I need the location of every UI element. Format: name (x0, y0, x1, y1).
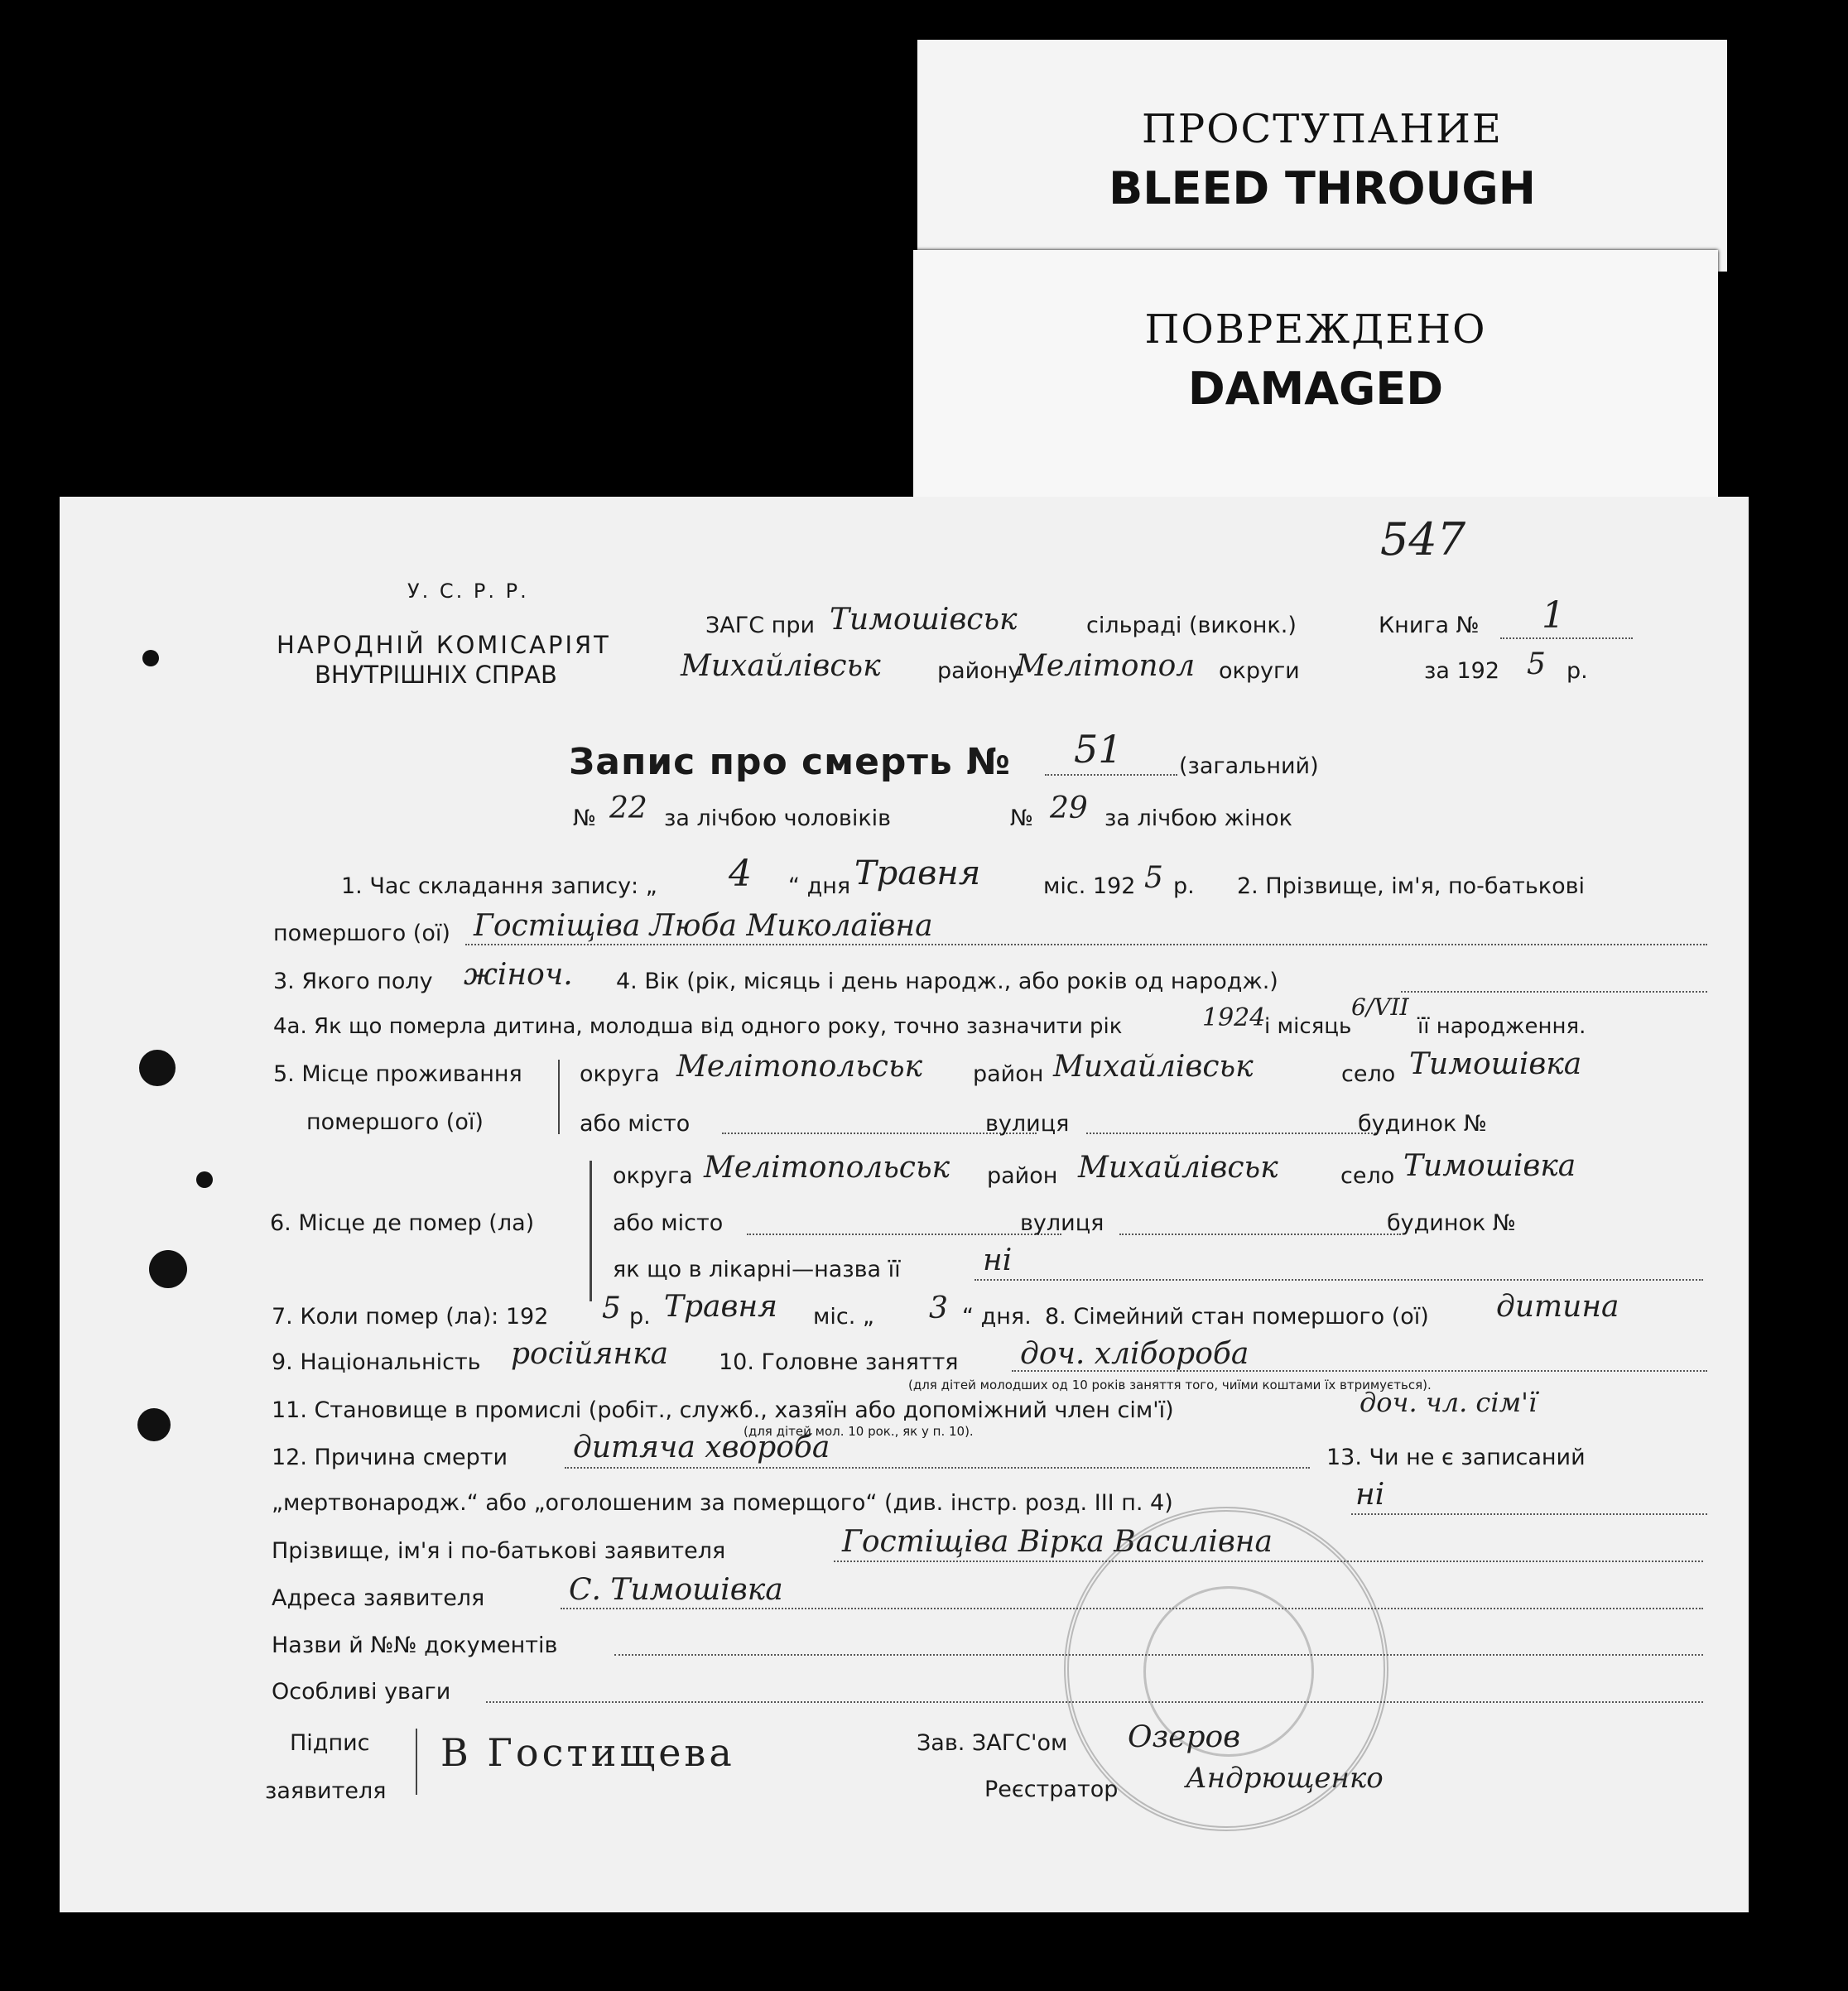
office-stamp (1064, 1507, 1388, 1831)
zags-place: Тимошівськ (830, 603, 1018, 637)
field-4a-suffix: її народження. (1417, 1014, 1586, 1039)
field-4a-month-label: і місяць (1264, 1014, 1352, 1039)
field-2-label-2: помершого (ої) (273, 921, 450, 946)
field-10-label: 10. Головне заняття (719, 1349, 959, 1375)
men-label: за лічбою чоловіків (664, 806, 892, 831)
documents-label: Назви й №№ документів (272, 1633, 558, 1658)
field-13-label-2: „мертвонародж.“ або „оголошеним за померщого“ (див. інстр. розд. III п. 4) (272, 1490, 1173, 1516)
field-6-raion-value: Михайлівськ (1078, 1151, 1278, 1185)
zags-head-signature: Озеров (1128, 1720, 1241, 1754)
field-4-label: 4. Вік (рік, місяць і день народж., або років од народж.) (616, 969, 1278, 994)
field-6-city-label: або місто (613, 1210, 724, 1236)
field-6-raion-label: район (987, 1163, 1058, 1189)
commissariat-line-1: НАРОДНІЙ КОМІСАРІЯТ (277, 631, 611, 659)
field-6-hospital-value: ні (983, 1243, 1013, 1277)
field-11-label: 11. Становище в промислі (робіт., служб., хазяїн або допоміжний член сім'ї) (272, 1397, 1174, 1423)
field-1-year-suffix: р. (1173, 873, 1195, 899)
address-value: С. Тимошівка (569, 1573, 783, 1607)
field-2-value: Гостіщіва Люба Миколаївна (474, 909, 933, 943)
punch-hole (149, 1250, 187, 1288)
year-suffix: р. (1566, 658, 1588, 684)
zags-head-label: Зав. ЗАГС'ом (917, 1730, 1068, 1756)
field-10-value: доч. хлібороба (1020, 1337, 1249, 1371)
field-7-day: 3 (929, 1291, 948, 1325)
record-general-label: (загальний) (1179, 753, 1319, 779)
field-5-okruha-label: округа (580, 1061, 660, 1087)
registrar-signature: Андрющенко (1186, 1762, 1384, 1795)
raion-value: Михайлівськ (681, 649, 881, 683)
field-5-street-label: вулиця (985, 1111, 1070, 1137)
address-label: Адреса заявителя (272, 1585, 485, 1611)
damaged-card (913, 250, 1718, 498)
field-12-label: 12. Причина смерти (272, 1445, 508, 1470)
field-13-label: 13. Чи не є записаний (1326, 1445, 1586, 1470)
registrar-label: Реєстратор (984, 1777, 1119, 1802)
field-5-house-label: будинок № (1358, 1111, 1487, 1137)
field-13-value: ні (1355, 1478, 1385, 1512)
field-7-day-suffix: “ дня. (962, 1304, 1032, 1330)
women-no-sign: № (1010, 806, 1034, 831)
field-6-hospital-label: як що в лікарні—назва її (613, 1257, 901, 1282)
okruha-value: Мелітопол (1016, 649, 1196, 683)
bleed-through-label-en: BLEED THROUGH (1109, 162, 1536, 214)
field-5-selo-label: село (1341, 1061, 1396, 1087)
field-6-selo-value: Тимошівка (1403, 1149, 1576, 1183)
field-10-note: (для дітей молодших од 10 років заняття того, чиїми коштами їх втримується). (908, 1378, 1432, 1392)
men-number: 22 (609, 791, 647, 825)
field-1-day: 4 (729, 853, 752, 895)
field-2-label: 2. Прізвище, ім'я, по-батькові (1237, 873, 1586, 899)
field-5-raion-value: Михайлівськ (1053, 1050, 1254, 1084)
field-12-value: дитяча хвороба (573, 1431, 830, 1464)
field-9-value: російянка (511, 1337, 669, 1371)
field-6-label: 6. Місце де помер (ла) (270, 1210, 535, 1236)
field-8-label: 8. Сімейний стан помершого (ої) (1045, 1304, 1429, 1330)
field-6-okruha-value: Мелітопольськ (704, 1151, 950, 1185)
men-no-sign: № (573, 806, 597, 831)
field-3-value: жіноч. (464, 958, 573, 992)
signature-label-1: Підпис (290, 1730, 370, 1756)
women-number: 29 (1050, 791, 1088, 825)
field-6-house-label: будинок № (1387, 1210, 1516, 1236)
zags-council-label: сільраді (виконк.) (1086, 613, 1297, 638)
field-7-mis-label: міс. „ (813, 1304, 874, 1330)
ussr-label: У. С. Р. Р. (407, 580, 529, 603)
field-6-street-label: вулиця (1020, 1210, 1104, 1236)
notes-label: Особливі уваги (272, 1679, 451, 1705)
bleed-through-label-ru: ПРОСТУПАНИЕ (1142, 106, 1503, 152)
field-5-raion-label: район (973, 1061, 1044, 1087)
field-3-label: 3. Якого полу (273, 969, 433, 994)
declarant-signature: В Гостищева (440, 1730, 735, 1775)
record-title: Запис про смерть № (569, 741, 1011, 783)
field-4a-label: 4а. Як що померла дитина, молодша від одного року, точно зазначити рік (273, 1014, 1123, 1039)
field-7-r: р. (629, 1304, 651, 1330)
field-7-month: Травня (664, 1290, 778, 1324)
zags-label: ЗАГС при (705, 613, 816, 638)
field-6-okruha-label: округа (613, 1163, 693, 1189)
year-value: 5 (1527, 647, 1546, 681)
field-6-selo-label: село (1340, 1163, 1395, 1189)
field-5-selo-value: Тимошівка (1409, 1047, 1582, 1081)
punch-hole (139, 1050, 176, 1086)
field-7-label: 7. Коли помер (ла): 192 (272, 1304, 549, 1330)
field-11-value: доч. чл. сім'ї (1360, 1387, 1538, 1418)
damaged-label-ru: ПОВРЕЖДЕНО (1144, 306, 1487, 353)
record-number: 51 (1074, 727, 1123, 772)
declarant-value: Гостіщіва Вірка Василівна (842, 1525, 1273, 1559)
year-label: за 192 (1424, 658, 1500, 684)
field-4a-year: 1924 (1202, 1003, 1266, 1032)
field-1-year-label: міс. 192 (1043, 873, 1136, 899)
field-8-value: дитина (1496, 1290, 1619, 1324)
field-5-label-1: 5. Місце проживання (273, 1061, 522, 1087)
field-1-day-suffix: “ дня (788, 873, 851, 899)
book-value: 1 (1542, 594, 1565, 637)
field-7-year: 5 (602, 1291, 621, 1325)
raion-label: району (937, 658, 1022, 684)
archive-number: 547 (1380, 513, 1466, 565)
punch-hole (142, 650, 159, 666)
field-1-label: 1. Час складання запису: „ (341, 873, 657, 899)
bleed-through-card (917, 40, 1727, 272)
field-5-city-label: або місто (580, 1111, 691, 1137)
women-label: за лічбою жінок (1104, 806, 1292, 831)
field-5-okruha-value: Мелітопольськ (676, 1050, 923, 1084)
field-9-label: 9. Національність (272, 1349, 481, 1375)
field-1-year: 5 (1144, 861, 1163, 895)
commissariat-line-2: ВНУТРІШНІХ СПРАВ (315, 661, 557, 689)
punch-hole (137, 1408, 171, 1441)
damaged-label-en: DAMAGED (1187, 363, 1444, 415)
declarant-label: Прізвище, ім'я і по-батькові заявителя (272, 1538, 726, 1564)
field-5-label-2: помершого (ої) (306, 1109, 484, 1135)
book-label: Книга № (1379, 613, 1480, 638)
signature-label-2: заявителя (265, 1778, 387, 1804)
punch-hole (196, 1171, 213, 1188)
death-record-sheet (60, 497, 1749, 1912)
field-1-month: Травня (854, 854, 981, 892)
okruha-label: округи (1219, 658, 1300, 684)
field-4a-month: 6/VII (1351, 993, 1409, 1021)
field-11-note: (для дітей мол. 10 рок., як у п. 10). (744, 1424, 974, 1439)
